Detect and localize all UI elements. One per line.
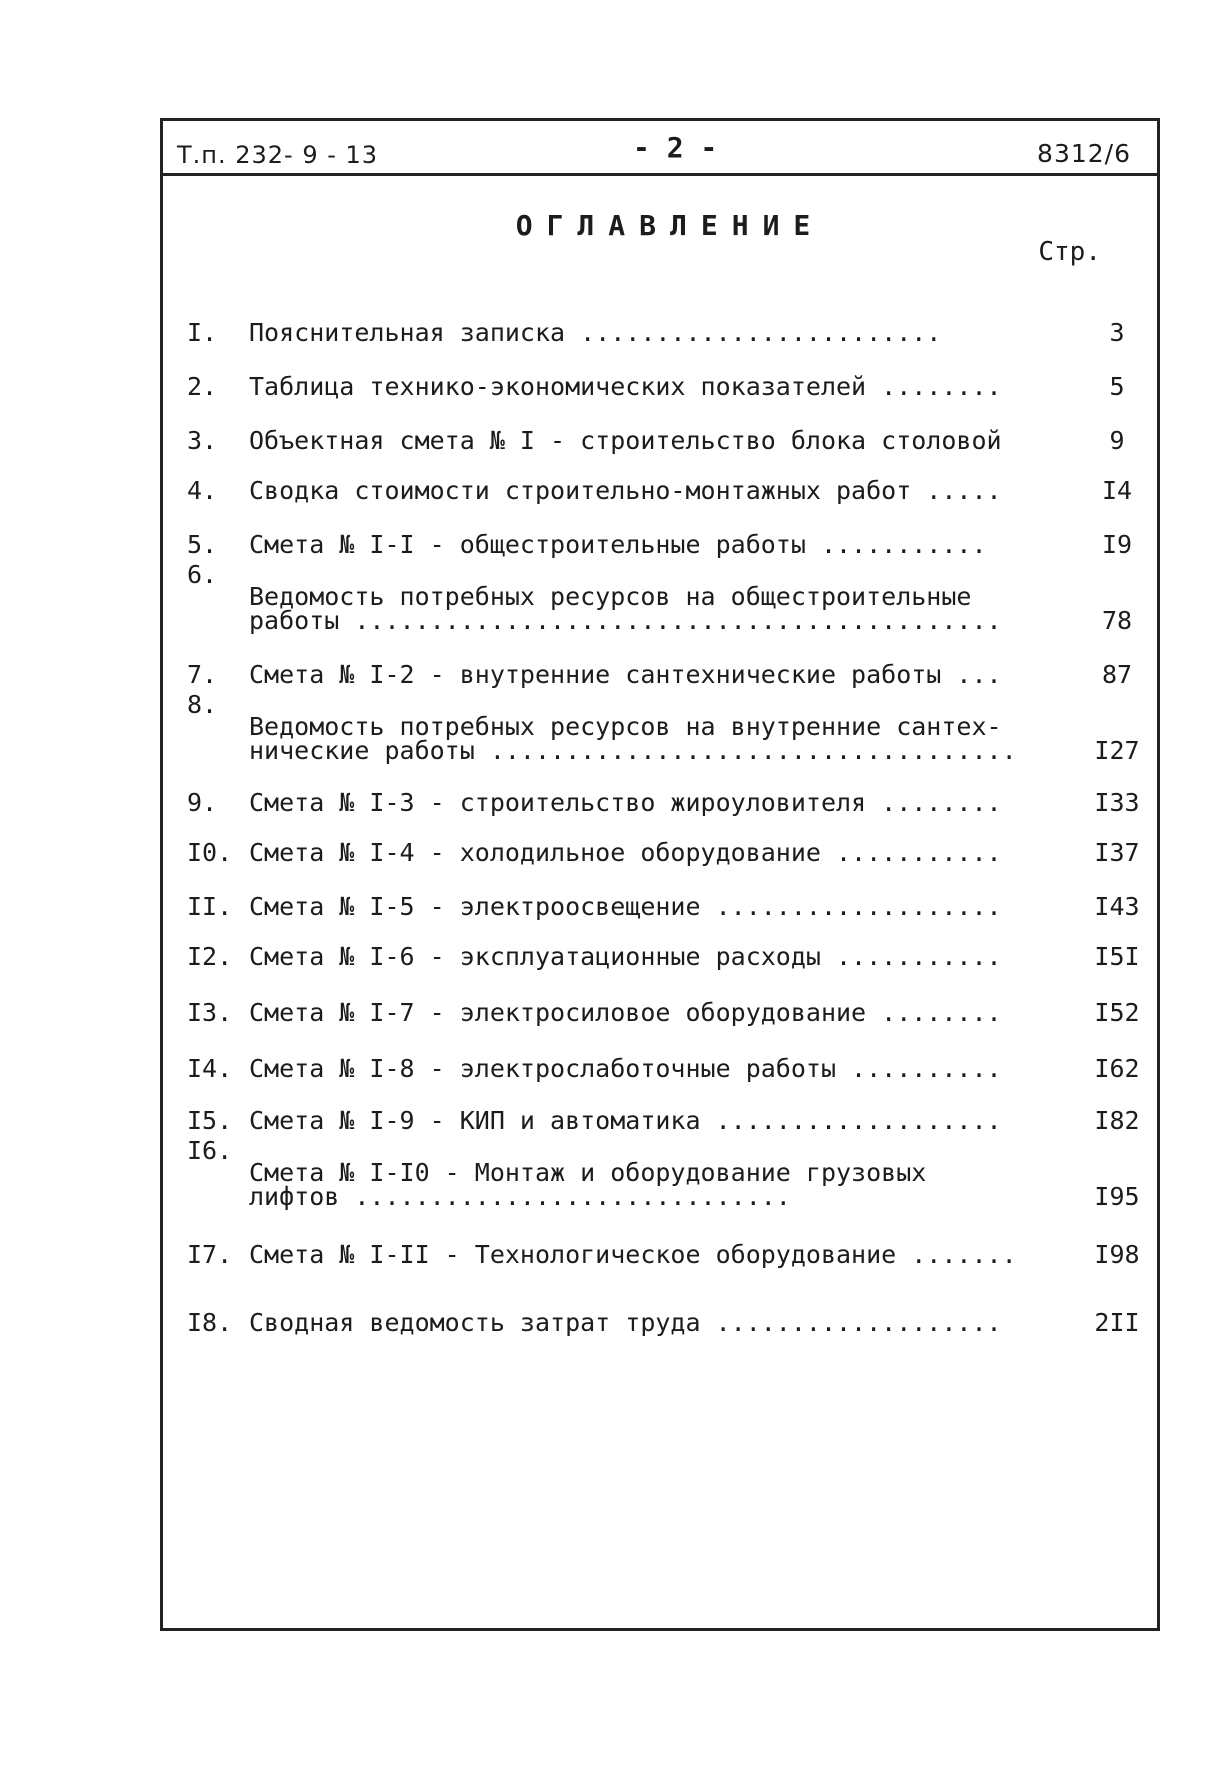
toc-entry-page: I33 (1094, 788, 1140, 817)
toc-entry-number: 5. (187, 530, 218, 559)
toc-entry-text: Смета № I-6 - эксплуатационные расходы ........... (249, 942, 1002, 971)
toc-entry-number: I0. (187, 838, 233, 867)
toc-entry-text: Пояснительная записка ........................ (249, 318, 942, 347)
toc-entry (187, 1133, 1147, 1209)
toc-entry (187, 865, 1147, 919)
toc-entry (187, 1081, 1147, 1133)
toc-entry-text: Смета № I-I - общестроительные работы ........... (249, 530, 987, 559)
toc-entry-page: I5I (1094, 942, 1140, 971)
toc-entry-text: Ведомость потребных ресурсов на общестроительные работы ........................................... (249, 582, 1002, 635)
toc-entry-page: I98 (1094, 1240, 1140, 1269)
toc-entry (187, 399, 1147, 453)
toc-entry-page: 5 (1109, 372, 1125, 401)
toc-entry-number: I3. (187, 998, 233, 1027)
toc-entry-text: Смета № I-II - Технологическое оборудование ....... (249, 1240, 1017, 1269)
toc-entry (187, 291, 1147, 345)
toc-entry-text: Смета № I-I0 - Монтаж и оборудование грузовых лифтов ............................. (249, 1158, 927, 1211)
toc-entry (187, 687, 1147, 763)
toc-entry-number: I5. (187, 1106, 233, 1135)
toc-entry-number: I2. (187, 942, 233, 971)
toc-entry-text: Объектная смета № I - строительство блока столовой (249, 426, 1002, 455)
toc-entry (187, 557, 1147, 633)
toc-entry-number: I6. (187, 1136, 233, 1165)
toc-entry-page: I82 (1094, 1106, 1140, 1135)
toc-entry-number: 7. (187, 660, 218, 689)
toc-entry-page: 78 (1101, 606, 1133, 635)
toc-entry (187, 1209, 1147, 1267)
toc-entry-text: Смета № I-2 - внутренние сантехнические работы ... (249, 660, 1002, 689)
toc-entry-number: I7. (187, 1240, 233, 1269)
toc-entry-page: I95 (1094, 1182, 1140, 1211)
toc-entry-text: Смета № I-8 - электрослаботочные работы .......... (249, 1054, 1002, 1083)
toc-entry (187, 345, 1147, 399)
toc-entry-text: Смета № I-7 - электросиловое оборудование ........ (249, 998, 1002, 1027)
toc-entry-number: 2. (187, 372, 218, 401)
toc-entry-text: Сводная ведомость затрат труда ................... (249, 1308, 1002, 1337)
toc-entry (187, 969, 1147, 1025)
toc-entry (187, 503, 1147, 557)
toc-entry-page: I9 (1101, 530, 1133, 559)
toc-entry-text: Смета № I-4 - холодильное оборудование ........... (249, 838, 1002, 867)
toc-entry-text: Смета № I-5 - электроосвещение ................... (249, 892, 1002, 921)
toc-entry-number: II. (187, 892, 233, 921)
toc-entry (187, 1025, 1147, 1081)
toc-entry-number: I. (187, 318, 218, 347)
page-column-label: Стр. (1038, 237, 1101, 267)
table-of-contents (187, 291, 1147, 1335)
toc-entry (187, 919, 1147, 969)
toc-entry-page: I37 (1094, 838, 1140, 867)
toc-entry-page: 87 (1101, 660, 1133, 689)
toc-entry (187, 815, 1147, 865)
toc-entry-page: 9 (1109, 426, 1125, 455)
toc-entry-page: I27 (1094, 736, 1140, 765)
toc-entry-page: I52 (1094, 998, 1140, 1027)
toc-entry-number: 8. (187, 690, 218, 719)
toc-entry-page: 3 (1109, 318, 1125, 347)
toc-entry-text: Смета № I-3 - строительство жироуловителя ........ (249, 788, 1002, 817)
toc-entry-page: I43 (1094, 892, 1140, 921)
toc-entry (187, 1267, 1147, 1335)
toc-entry-number: 6. (187, 560, 218, 589)
toc-entry (187, 763, 1147, 815)
toc-entry-text: Сводка стоимости строительно-монтажных работ ..... (249, 476, 1002, 505)
project-code: Т.п. 232- 9 - 13 (177, 141, 379, 169)
toc-entry-text: Ведомость потребных ресурсов на внутренние сантех- нические работы ................................... (249, 712, 1017, 765)
toc-entry-number: 3. (187, 426, 218, 455)
toc-entry-number: I4. (187, 1054, 233, 1083)
document-frame (160, 118, 1160, 1631)
toc-entry-page: 2II (1094, 1308, 1140, 1337)
sheet-number: 8312/6 (1037, 139, 1131, 168)
toc-entry-text: Таблица технико-экономических показателей ........ (249, 372, 1002, 401)
page-number: - 2 - (633, 131, 718, 164)
toc-entry-text: Смета № I-9 - КИП и автоматика ................... (249, 1106, 1002, 1135)
toc-entry-number: 4. (187, 476, 218, 505)
toc-entry (187, 633, 1147, 687)
toc-entry-page: I4 (1101, 476, 1133, 505)
toc-entry-number: 9. (187, 788, 218, 817)
toc-entry (187, 453, 1147, 503)
title-block-header (163, 121, 1157, 176)
page-title: ОГЛАВЛЕНИЕ (515, 209, 825, 242)
toc-entry-page: I62 (1094, 1054, 1140, 1083)
toc-entry-number: I8. (187, 1308, 233, 1337)
